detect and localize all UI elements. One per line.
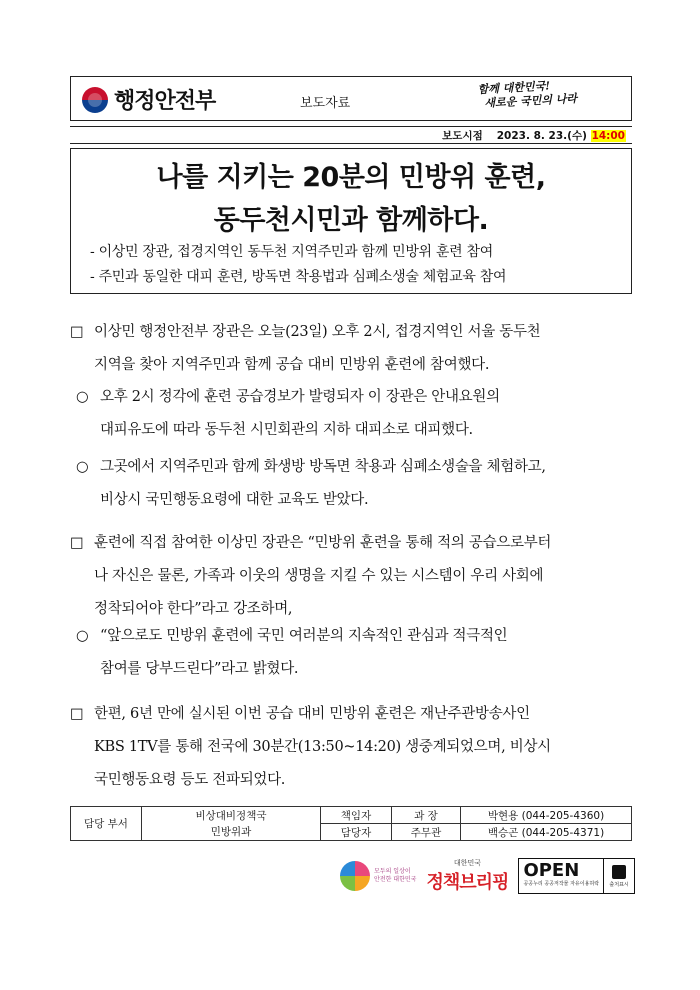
paragraph-3 [70, 698, 551, 797]
headline-line2: 동두천시민과 함께하다. [213, 205, 489, 236]
open-text: OPEN [523, 860, 580, 881]
paragraph-1-line1: 이상민 행정안전부 장관은 오늘(23일) 오후 2시, 접경지역인 서울 동두천 [94, 324, 541, 340]
safety-korea-logo [340, 861, 416, 891]
paragraph-2 [70, 527, 551, 626]
open-sub: 공공누리 공공저작물 자유이용허락 [523, 881, 600, 887]
open-text-block [519, 859, 603, 893]
paragraph-1b-line2: 비상시 국민행동요령에 대한 교육도 받았다. [100, 492, 369, 508]
resp-contact: 박현용 (044-205-4360) [461, 807, 632, 824]
resp-label: 책임자 [321, 807, 392, 824]
safety-text2: 안전한 대한민국 [374, 876, 417, 883]
attribution-icon [612, 865, 626, 879]
headline-line1: 나를 지키는 20분의 민방위 훈련, [156, 162, 546, 193]
paragraph-3-line1: 한편, 6년 만에 실시된 이번 공습 대비 민방위 훈련은 재난주관방송사인 [94, 706, 530, 722]
ministry-name: 행정안전부 [114, 89, 216, 114]
circle-bullet: ○ [76, 628, 89, 644]
paragraph-2a [76, 620, 507, 686]
release-label: 보도시점 [442, 129, 483, 142]
staff-title: 주무관 [392, 824, 461, 841]
paragraph-2-line2: 나 자신은 물론, 가족과 이웃의 생명을 지킬 수 있는 시스템이 우리 사회에 [94, 568, 544, 584]
taegeuk-emblem-icon [82, 87, 108, 113]
dept-label: 담당 부서 [71, 807, 142, 841]
attribution-text: 출처표시 [609, 881, 629, 888]
ministry-logo [82, 84, 215, 115]
dept-line1: 비상대비정책국 [195, 809, 267, 822]
staff-label: 담당자 [321, 824, 392, 841]
circle-bullet: ○ [76, 389, 89, 405]
paragraph-1a-line2: 대피유도에 따라 동두천 시민회관의 지하 대피소로 대피했다. [100, 422, 473, 438]
circle-bullet: ○ [76, 459, 89, 475]
paragraph-2-line3: 정착되어야 한다”라고 강조하며, [94, 601, 293, 617]
paragraph-1a [76, 381, 500, 447]
dept-name [142, 807, 321, 841]
staff-contact: 백승곤 (044-205-4371) [461, 824, 632, 841]
doc-type: 보도자료 [300, 96, 351, 111]
release-date-group [497, 128, 626, 143]
subheadline-2: - 주민과 동일한 대피 훈련, 방독면 착용법과 심폐소생술 체험교육 참여 [90, 269, 507, 285]
subheadline-1: - 이상민 장관, 접경지역인 동두천 지역주민과 함께 민방위 훈련 참여 [90, 244, 493, 260]
slogan-line2: 새로운 국민의 나라 [484, 91, 578, 110]
paragraph-1b-line1: 그곳에서 지역주민과 함께 화생방 방독면 착용과 심폐소생술을 체험하고, [100, 459, 546, 475]
resp-title: 과 장 [392, 807, 461, 824]
release-time: 14:00 [591, 129, 625, 142]
safety-logo-text [374, 868, 416, 884]
dept-line2: 민방위과 [210, 825, 252, 838]
contact-table [70, 806, 632, 841]
paragraph-2a-line1: “앞으로도 민방위 훈련에 국민 여러분의 지속적인 관심과 적극적인 [100, 628, 508, 644]
paragraph-2-line1: 훈련에 직접 참여한 이상민 장관은 “민방위 훈련을 통해 적의 공습으로부터 [94, 535, 552, 551]
safety-emblem-icon [340, 861, 370, 891]
footer-logos [340, 858, 635, 894]
briefing-small: 대한민국 [453, 859, 481, 867]
paragraph-3-line3: 국민행동요령 등도 전파되었다. [94, 772, 286, 788]
paragraph-1b [76, 451, 546, 517]
square-bullet: □ [70, 706, 84, 722]
paragraph-3-line2: KBS 1TV를 통해 전국에 30분간(13:50~14:20) 생중계되었으며, 비상시 [94, 739, 551, 755]
policy-briefing-logo [426, 858, 508, 894]
paragraph-2a-line2: 참여를 당부드린다”라고 밝혔다. [100, 661, 299, 677]
square-bullet: □ [70, 535, 84, 551]
briefing-big: 정책브리핑 [426, 872, 509, 893]
paragraph-1a-line1: 오후 2시 정각에 훈련 공습경보가 발령되자 이 장관은 안내요원의 [100, 389, 500, 405]
paragraph-1 [70, 316, 540, 382]
release-date: 2023. 8. 23.(수) [496, 129, 587, 142]
safety-text1: 모두의 일상이 [374, 868, 411, 875]
attribution-badge [603, 859, 634, 893]
paragraph-1-line2: 지역을 찾아 지역주민과 함께 공습 대비 민방위 훈련에 참여했다. [94, 357, 490, 373]
square-bullet: □ [70, 324, 84, 340]
slogan-line1: 함께 대한민국! [477, 79, 551, 97]
kogl-open-logo [518, 858, 635, 894]
release-time-bar [70, 126, 632, 144]
